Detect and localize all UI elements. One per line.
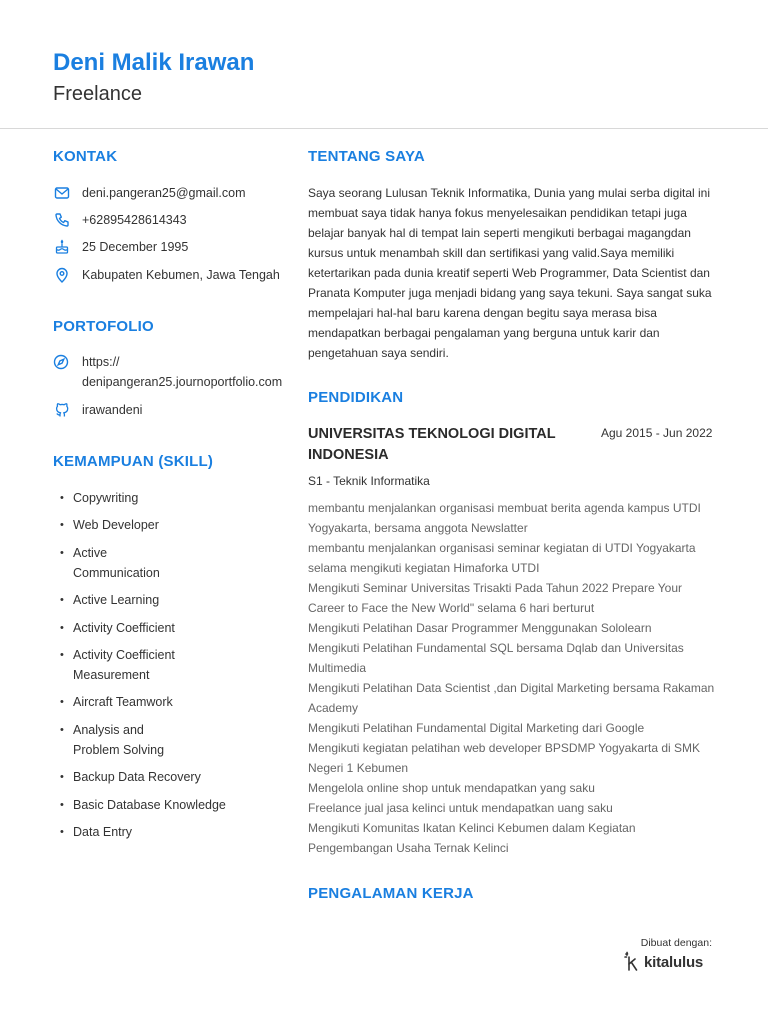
phone-icon	[53, 211, 71, 229]
activity-item: Mengikuti kegiatan pelatihan web developer BPSDMP Yogyakarta di SMK Negeri 1 Kebumen	[308, 741, 701, 775]
activity-item: Mengikuti Pelatihan Fundamental Digital Marketing dari Google	[308, 721, 645, 735]
mail-icon	[53, 184, 71, 202]
skill-item: • Activity Coefficient Measurement	[60, 645, 280, 685]
skill-item: • Analysis and Problem Solving	[60, 720, 280, 760]
header-divider	[0, 128, 768, 129]
candidate-role: Freelance	[53, 83, 142, 105]
contact-location-text: Kabupaten Kebumen, Jawa Tengah	[82, 268, 280, 282]
contact-phone-text: +62895428614343	[82, 213, 187, 227]
activity-item: membantu menjalankan organisasi seminar kegiatan di UTDI Yogyakarta selama mengikuti kegiatan Himaforka UTDI	[308, 541, 696, 575]
kitalulus-branding	[618, 937, 718, 973]
cake-icon	[53, 238, 71, 256]
skills-section-title: KEMAMPUAN (SKILL)	[53, 453, 214, 470]
skill-item: • Active Communication	[60, 543, 280, 583]
activity-item: Freelance jual jasa kelinci untuk mendapatkan uang saku	[308, 801, 613, 815]
contact-phone[interactable]	[53, 211, 187, 229]
github-icon	[53, 401, 71, 419]
education-section-title: PENDIDIKAN	[308, 389, 404, 406]
made-with-label: Dibuat dengan:	[640, 937, 712, 949]
education-activities	[308, 498, 718, 858]
compass-icon	[53, 354, 71, 372]
candidate-name: Deni Malik Irawan	[53, 49, 255, 76]
skill-item: • Basic Database Knowledge	[60, 795, 280, 815]
github-link[interactable]	[53, 401, 142, 419]
github-username: irawandeni	[82, 403, 143, 417]
skills-list	[60, 488, 280, 849]
portfolio-url[interactable]	[53, 352, 282, 392]
about-text: Saya seorang Lulusan Teknik Informatika, Dunia yang mulai serba digital ini membuat saya tidak hanya fokus menyelesaikan pendidikan tetapi juga belajar banyak hal di tempat lain seperti mengikuti berbagai magangdan kursus untuk menambah skill dan sertifikasi yang valid.Saya memiliki ketertarikan pada dunia kreatif seperti Web Programmer, Data Scientist dan Pranata Komputer juga menjadi bidang yang saya tekuni. Saya sangat suka mempelajari hal-hal baru karena dengan begitu saya merasa bisa mendapatkan berbagai pengalaman yang berguna untuk karir dan pengetahuan saya sendiri.	[308, 186, 712, 360]
contact-location	[53, 266, 280, 284]
experience-section-title: PENGALAMAN KERJA	[308, 885, 474, 902]
activity-item: Mengikuti Pelatihan Data Scientist ,dan Digital Marketing bersama Rakaman Academy	[308, 681, 715, 715]
education-degree: S1 - Teknik Informatika	[308, 474, 430, 488]
contact-birthday	[53, 238, 188, 256]
resume-header	[53, 48, 254, 106]
activity-item: Mengelola online shop untuk mendapatkan yang saku	[308, 781, 595, 795]
location-pin-icon	[53, 266, 71, 284]
skill-item: • Active Learning	[60, 590, 280, 610]
skill-item: • Copywriting	[60, 488, 280, 508]
skill-item: • Web Developer	[60, 515, 280, 535]
skill-item: • Aircraft Teamwork	[60, 692, 280, 712]
activity-item: membantu menjalankan organisasi membuat berita agenda kampus UTDI Yogyakarta, bersama anggota Newslatter	[308, 501, 701, 535]
kitalulus-wordmark: kitalulus	[644, 953, 704, 971]
skill-item: • Activity Coefficient	[60, 618, 280, 638]
contact-section-title: KONTAK	[53, 148, 118, 165]
skill-item: • Data Entry	[60, 822, 280, 842]
activity-item: Mengikuti Komunitas Ikatan Kelinci Kebumen dalam Kegiatan Pengembangan Usaha Ternak Kelinci	[308, 821, 636, 855]
activity-item: Mengikuti Seminar Universitas Trisakti Pada Tahun 2022 Prepare Your Career to Face the New World" selama 6 hari berturut	[308, 581, 682, 615]
kitalulus-logo-icon	[624, 951, 642, 973]
contact-email-text: deni.pangeran25@gmail.com	[82, 186, 246, 200]
education-period: Agu 2015 - Jun 2022	[601, 426, 713, 440]
activity-item: Mengikuti Pelatihan Dasar Programmer Menggunakan Sololearn	[308, 621, 652, 635]
skill-item: • Backup Data Recovery	[60, 767, 280, 787]
portfolio-url-line1: https://	[82, 355, 120, 369]
contact-email[interactable]	[53, 184, 245, 202]
kitalulus-logo	[624, 951, 718, 973]
education-school: UNIVERSITAS TEKNOLOGI DIGITAL INDONESIA	[308, 426, 556, 463]
portfolio-url-line2: denipangeran25.journoportfolio.com	[82, 375, 283, 389]
contact-birthday-text: 25 December 1995	[82, 240, 189, 254]
activity-item: Mengikuti Pelatihan Fundamental SQL bersama Dqlab dan Universitas Multimedia	[308, 641, 684, 675]
portfolio-section-title: PORTOFOLIO	[53, 318, 154, 335]
about-section-title: TENTANG SAYA	[308, 148, 425, 165]
